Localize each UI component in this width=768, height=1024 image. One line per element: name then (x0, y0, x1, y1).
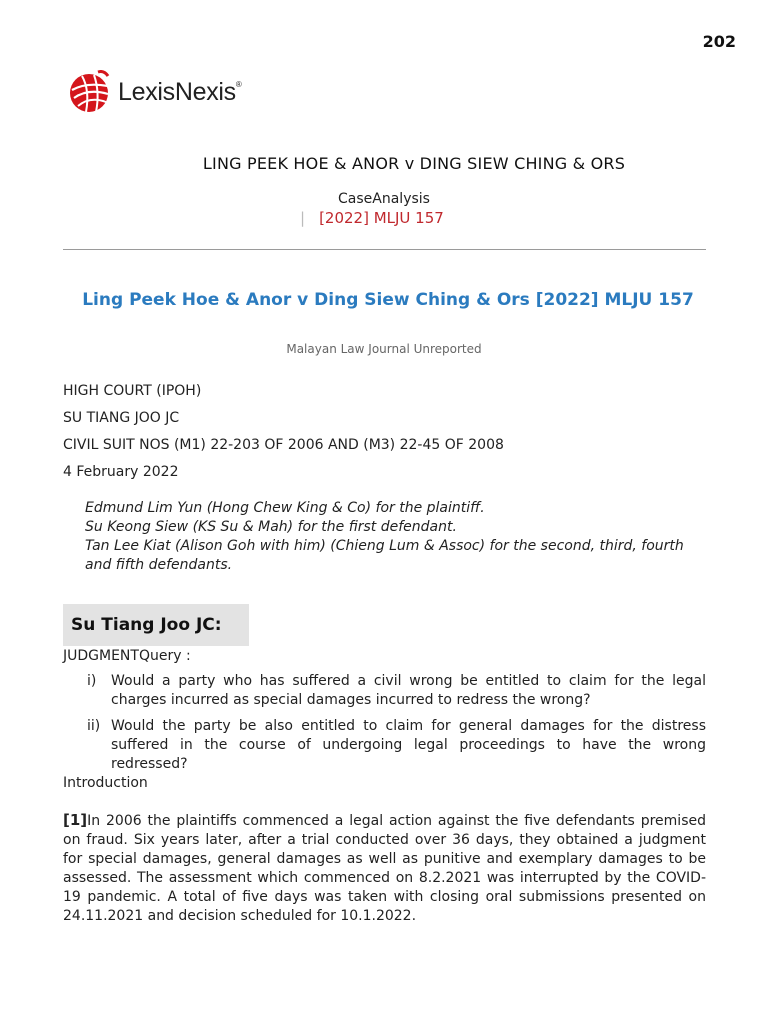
introduction-heading: Introduction (63, 775, 148, 791)
counsel-item: Su Keong Siew (KS Su & Mah) for the first defendant. (85, 519, 457, 535)
judge-name: SU TIANG JOO JC (63, 410, 180, 426)
query-label: JUDGMENTQuery : (63, 648, 191, 664)
citation-separator: | (300, 209, 306, 227)
suit-number: CIVIL SUIT NOS (M1) 22-203 OF 2006 AND (M3) 22-45 OF 2008 (63, 437, 504, 453)
header-divider (63, 249, 706, 250)
judgment-date: 4 February 2022 (63, 464, 179, 480)
judge-heading: Su Tiang Joo JC: (71, 615, 222, 635)
logo-wordmark: LexisNexis® (118, 77, 242, 106)
counsel-list (85, 499, 710, 575)
paragraph-number: [1] (63, 811, 88, 829)
court-name: HIGH COURT (IPOH) (63, 383, 202, 399)
counsel-item: Edmund Lim Yun (Hong Chew King & Co) for the plaintiff. (85, 500, 485, 516)
case-title: LING PEEK HOE & ANOR v DING SIEW CHING & ORS (202, 154, 626, 173)
query-number: i) (87, 673, 97, 689)
judge-heading-box (63, 604, 249, 646)
citation-link[interactable]: [2022] MLJU 157 (319, 209, 444, 227)
query-text: Would the party be also entitled to claim for general damages for the distress suffered in the course of undergoing legal proceedings to have the wrong redressed? (111, 718, 706, 772)
paragraph-text: In 2006 the plaintiffs commenced a legal action against the five defendants premised on fraud. Six years later, after a trial conducted over 36 days, they obtained a judgment for special damages, general damages as well as punitive and exemplary damages to be assessed. The assessment which commenced on 8.2.2021 was interrupted by the COVID- 19 pandemic. A total of five days was taken with closing oral submissions presented on 24.11.2021 and decision scheduled for 10.1.2022. (63, 813, 706, 924)
case-type-label: CaseAnalysis (338, 191, 430, 207)
case-headline[interactable]: Ling Peek Hoe & Anor v Ding Siew Ching & Ors [2022] MLJU 157 (82, 290, 694, 310)
query-item (63, 672, 706, 710)
citation-row (300, 209, 444, 227)
counsel-item: Tan Lee Kiat (Alison Goh with him) (Chieng Lum & Assoc) for the second, third, fourth and fifth defendants. (85, 538, 684, 573)
page-number: 202 (702, 32, 736, 51)
publication-name: Malayan Law Journal Unreported (286, 342, 482, 356)
paragraph (63, 811, 706, 926)
lexisnexis-logo (68, 70, 241, 114)
query-item (63, 717, 706, 774)
lexisnexis-globe-icon (68, 70, 112, 114)
query-text: Would a party who has suffered a civil wrong be entitled to claim for the legal charges incurred as special damages incurred to redress the wrong? (111, 673, 706, 708)
query-number: ii) (87, 718, 101, 734)
